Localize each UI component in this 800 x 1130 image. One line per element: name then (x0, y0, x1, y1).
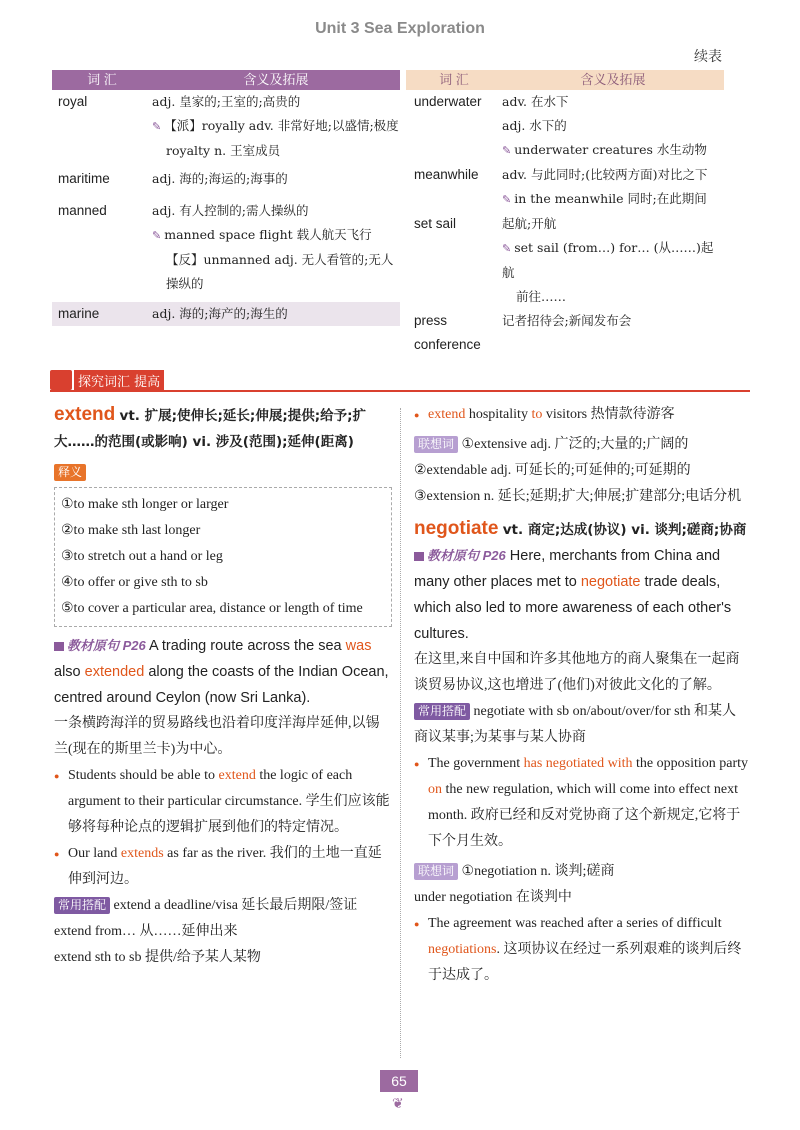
continued-label: 续表 (694, 50, 722, 65)
vocab-meaning (152, 199, 400, 296)
meaning-line: adj. 海的;海运的;海事的 (152, 171, 288, 186)
meaning-line: 【反】unmanned adj. 无人看管的;无人 (166, 252, 394, 267)
meaning-line: adv. 与此同时;(比较两方面)对比之下 (502, 167, 708, 182)
source-label: 教材原句 P26 (414, 543, 506, 569)
vocab-meaning (502, 163, 724, 212)
meaning-line: adj. 有人控制的;需人操纵的 (152, 203, 309, 218)
vocab-word: set sail (414, 216, 457, 231)
meaning-line: ✎ in the meanwhile 同时;在此期间 (502, 191, 707, 206)
definition-item: ④to offer or give sth to sb (61, 575, 208, 590)
collocation: 常用搭配 negotiate with sb on/about/over/for sth 和某人商议某事;为某事与某人协商 (414, 704, 736, 745)
collocation: extend sth to sb 提供/给予某人某物 (54, 950, 261, 965)
vocab-table-right (406, 70, 724, 357)
vocab-row (406, 163, 724, 212)
vocab-row (406, 212, 724, 309)
vocab-word: press conference (414, 313, 481, 352)
book-icon (50, 370, 72, 390)
vocab-meaning (152, 302, 400, 326)
pen-icon: ✎ (502, 242, 512, 255)
meaning-line: 起航;开航 (502, 216, 557, 231)
meaning-line: 操纵的 (166, 276, 204, 291)
source-icon (414, 552, 424, 561)
col-word-header: 词 汇 (439, 72, 469, 87)
meaning-line: adj. 水下的 (502, 118, 567, 133)
pen-icon: ✎ (502, 193, 512, 206)
pen-icon: ✎ (152, 120, 162, 133)
source-label: 教材原句 P26 (54, 633, 146, 659)
meaning-line: 前往…… (516, 289, 567, 304)
section-bar (50, 368, 750, 392)
vocab-meaning (502, 309, 724, 357)
vocab-meaning (502, 90, 724, 163)
vocab-word: maritime (58, 171, 110, 186)
col-meaning-header: 含义及拓展 (243, 72, 309, 87)
leaf-icon: ❦ (392, 1096, 404, 1112)
col-word-header: 词 汇 (87, 72, 117, 87)
example-sentence: ● The agreement was reached after a series of difficult negotiations. 这项协议在经过一系列艰难的谈判后终于达成了。 (414, 911, 748, 989)
meaning-line: adv. 在水下 (502, 94, 569, 109)
headword-block (54, 402, 392, 455)
entry-extend (54, 402, 392, 971)
associated-tag: 联想词 (414, 863, 458, 880)
vocab-meaning (152, 90, 400, 163)
pen-icon: ✎ (152, 229, 162, 242)
meaning-tag-row (54, 459, 392, 485)
definition-item: ①to make sth longer or larger (61, 497, 229, 512)
collocation-tag: 常用搭配 (54, 897, 110, 914)
table-header (406, 70, 724, 90)
section-divider (50, 390, 750, 392)
definition-item: ②to make sth last longer (61, 523, 201, 538)
vocab-row (52, 167, 400, 191)
vocab-row (406, 309, 724, 357)
meaning-tag: 释义 (54, 464, 86, 481)
pen-icon: ✎ (502, 144, 512, 157)
meaning-line: ✎ underwater creatures 水生动物 (502, 142, 707, 157)
source-translation: 在这里,来自中国和许多其他地方的商人聚集在一起商谈贸易协议,这也增进了(他们)对彼此文化的了解。 (414, 652, 740, 693)
associated-word: 联想词 ①extensive adj. 广泛的;大量的;广阔的 (414, 432, 748, 458)
meaning-line: 记者招待会;新闻发布会 (502, 313, 632, 328)
headword: extend (54, 404, 116, 425)
meaning-line: royalty n. 王室成员 (166, 143, 281, 158)
vocab-row (52, 199, 400, 296)
collocation: 常用搭配 extend a deadline/visa 延长最后期限/签证 (54, 893, 392, 919)
example-sentence: ● extend hospitality to visitors 热情款待游客 (414, 402, 748, 428)
meaning-line: ✎ set sail (from…) for… (从……)起航 (502, 240, 714, 280)
headword-definition: vt. 商定;达成(协议) vi. 谈判;磋商;协商 (502, 522, 747, 538)
vocab-row (52, 90, 400, 163)
meaning-line: adj. 皇家的;王室的;高贵的 (152, 94, 301, 109)
source-translation: 一条横跨海洋的贸易路线也沿着印度洋海岸延伸,以锡兰(现在的斯里兰卡)为中心。 (54, 716, 380, 757)
meaning-line: ✎ manned space flight 载人航天飞行 (152, 227, 372, 242)
example-sentence: ● Students should be able to extend the logic of each argument to their particular circumstance. 学生们应该能够将每种论点的逻辑扩展到他们的特定情况。 (54, 763, 392, 841)
associated-tag: 联想词 (414, 436, 458, 453)
meaning-line: ✎ 【派】royally adv. 非常好地;以盛情;极度 (152, 118, 399, 133)
vocab-word: manned (58, 203, 107, 218)
page-number: 65 (380, 1070, 418, 1092)
vocab-row (406, 90, 724, 163)
meaning-line: adj. 海的;海产的;海生的 (152, 306, 288, 321)
headword-block (414, 516, 748, 543)
section-label: 探究词汇 提高 (74, 370, 164, 391)
vocab-row (52, 302, 400, 326)
vocab-word: marine (58, 306, 100, 321)
collocation-tag: 常用搭配 (414, 703, 470, 720)
definition-item: ⑤to cover a particular area, distance or length of time (61, 601, 363, 616)
associated-word: 联想词 ①negotiation n. 谈判;磋商 (414, 859, 748, 885)
unit-title: Unit 3 Sea Exploration (315, 20, 485, 37)
definition-box (54, 487, 392, 627)
source-icon (54, 642, 64, 651)
vocab-meaning (152, 167, 400, 191)
collocation: extend from… 从……延伸出来 (54, 924, 238, 939)
example-sentence: ● Our land extends as far as the river. 我们的土地一直延伸到河边。 (54, 841, 392, 893)
source-sentence: 教材原句 P26 Here, merchants from China and many other places met to negotiate trade deals, which also led to more awareness of each other's cultures. (414, 543, 748, 647)
entry-negotiate (414, 402, 748, 989)
column-divider (400, 408, 401, 1058)
vocab-word: royal (58, 94, 88, 109)
vocab-table-left (52, 70, 400, 326)
vocab-word: underwater (414, 94, 482, 109)
table-header (52, 70, 400, 90)
headword-definition: vt. 扩展;使伸长;延长;伸展;提供;给予;扩大……的范围(或影响) vi. 涉及(范围);延伸(距离) (54, 408, 367, 450)
headword: negotiate (414, 518, 499, 539)
associated-word: under negotiation 在谈判中 (414, 890, 572, 905)
vocab-word: meanwhile (414, 167, 479, 182)
associated-word: ②extendable adj. 可延长的;可延伸的;可延期的 (414, 463, 691, 478)
vocab-meaning (502, 212, 724, 309)
source-sentence: 教材原句 P26 A trading route across the sea was also extended along the coasts of the Indian Ocean, centred around Ceylon (now Sri Lanka). (54, 633, 392, 711)
associated-word: ③extension n. 延长;延期;扩大;伸展;扩建部分;电话分机 (414, 489, 742, 504)
definition-item: ③to stretch out a hand or leg (61, 549, 223, 564)
col-meaning-header: 含义及拓展 (580, 72, 646, 87)
example-sentence: ● The government has negotiated with the opposition party on the new regulation, which will come into effect next month. 政府已经和反对党协商了这个新规定,它将于下个月生效。 (414, 751, 748, 855)
